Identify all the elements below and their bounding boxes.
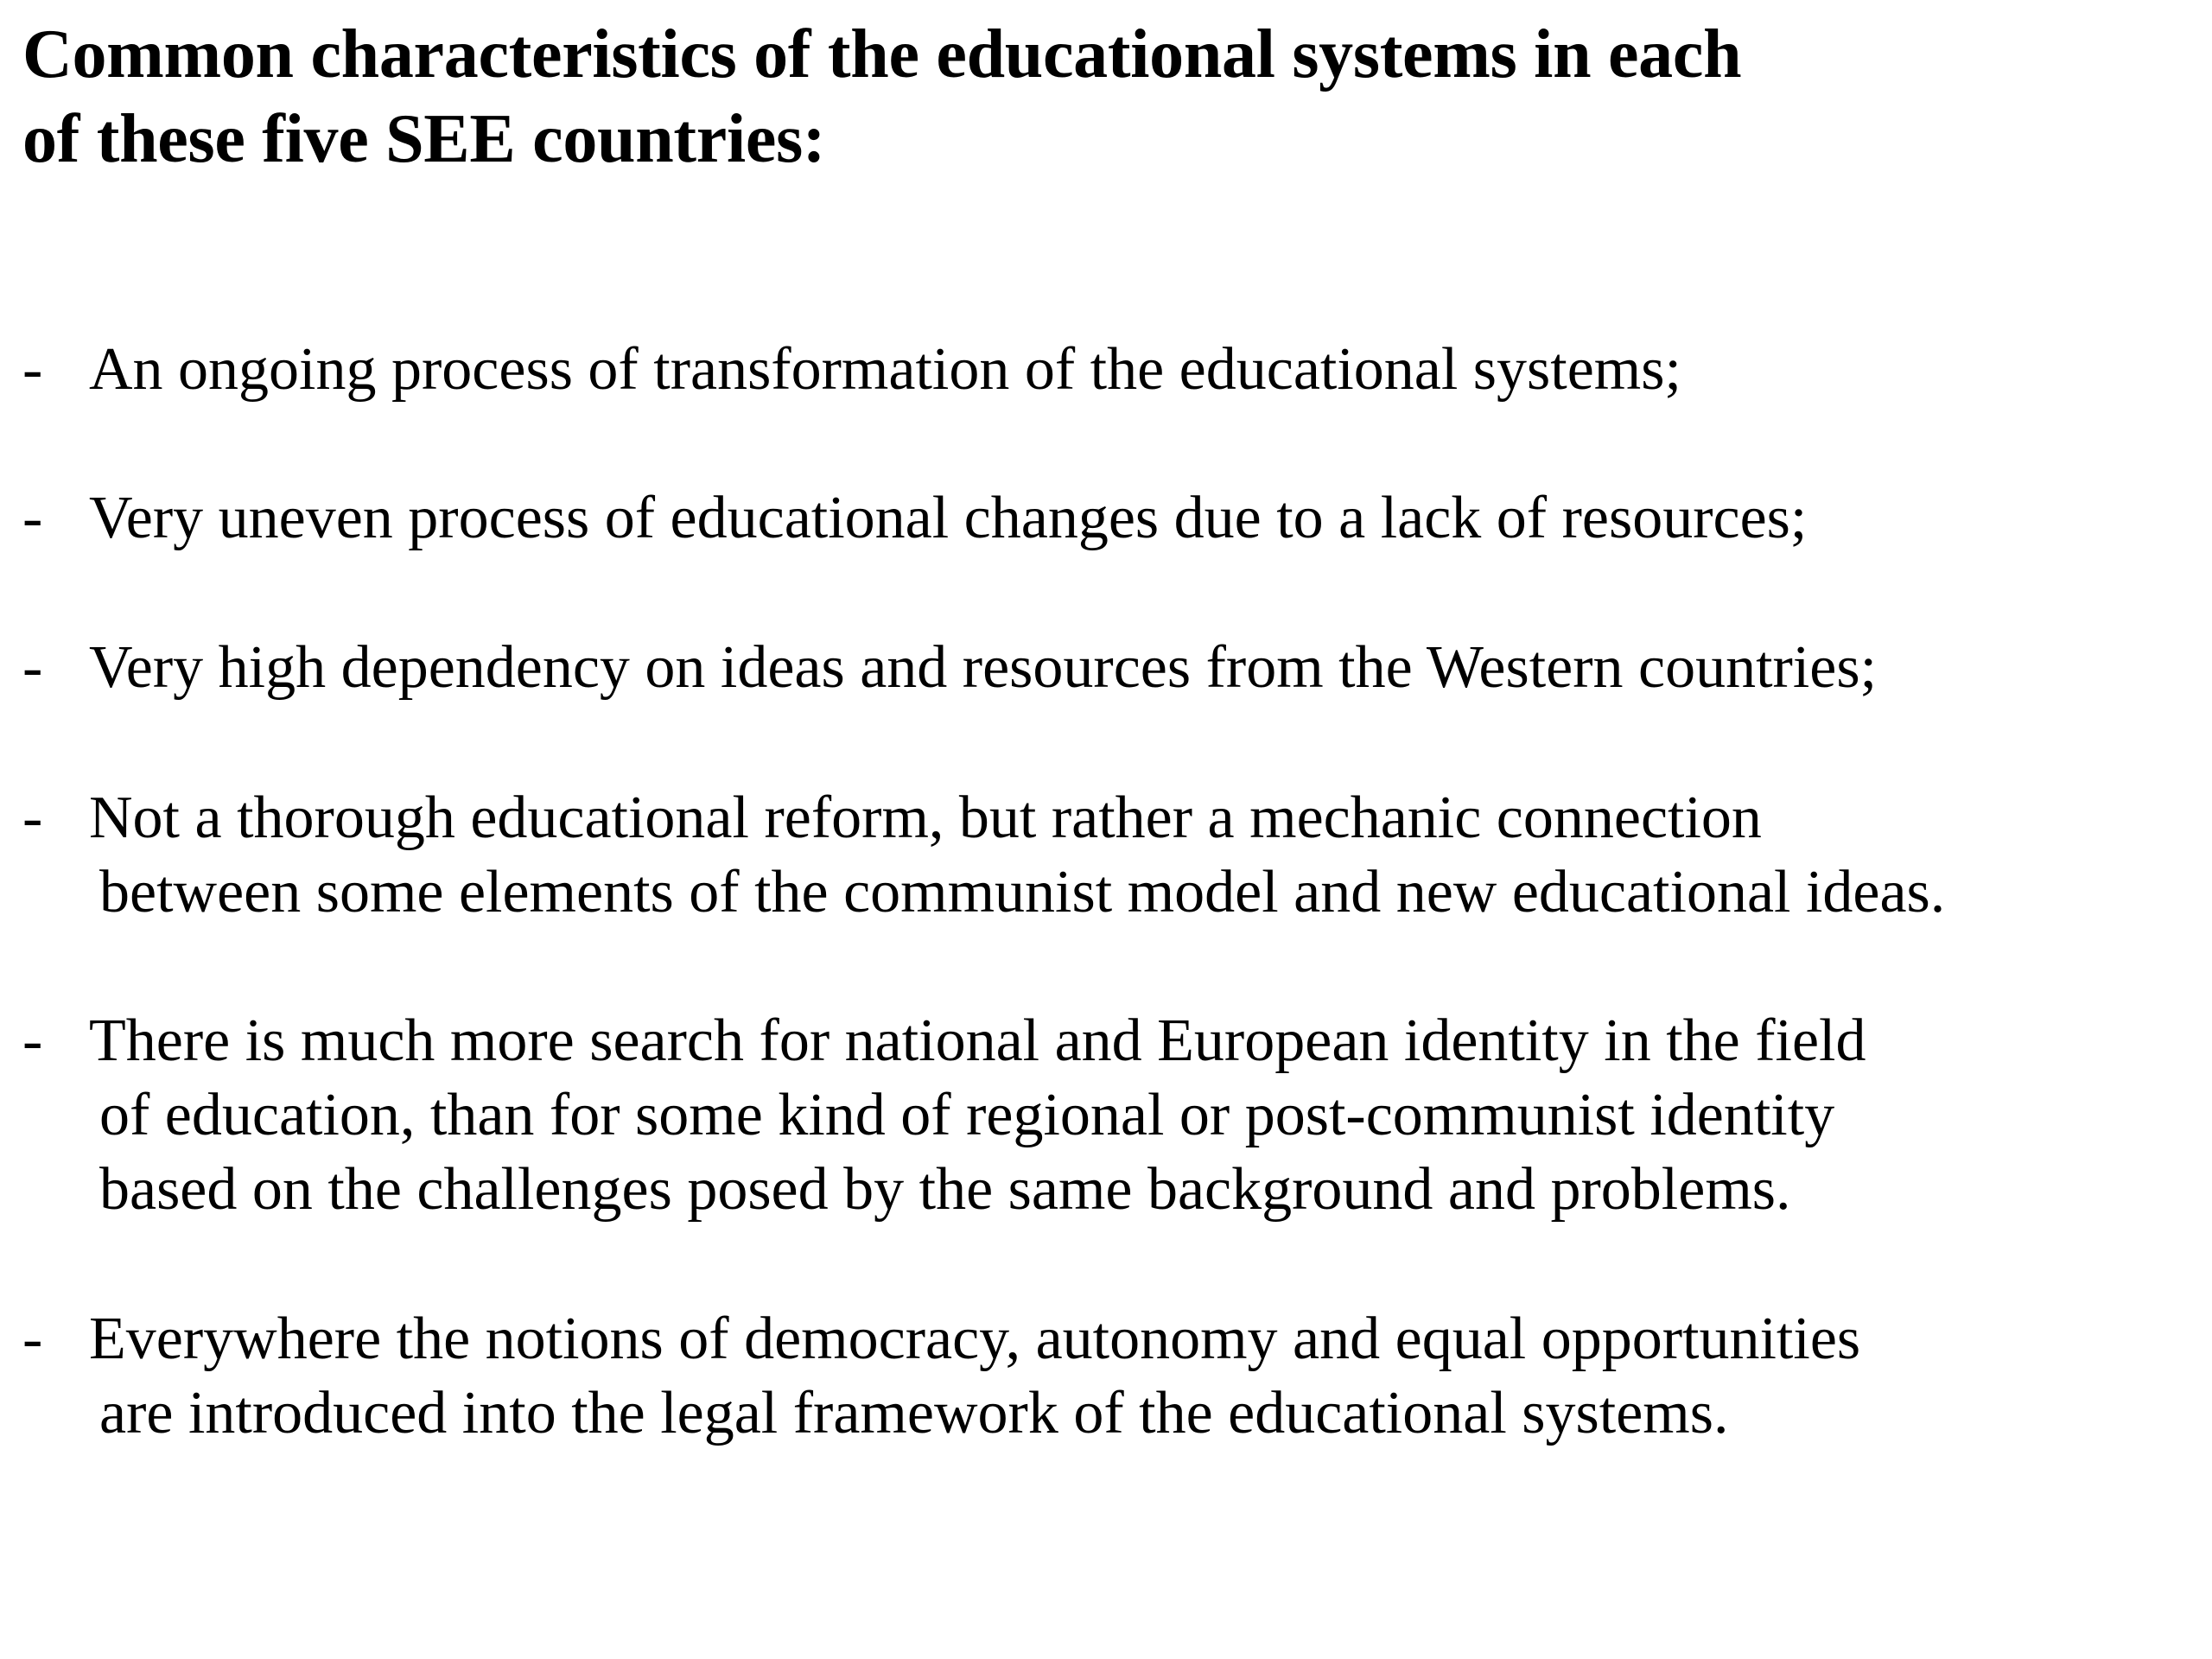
bullet-text: Not a thorough educational reform, but rather a mechanic connection [89,785,1762,851]
bullet-item [0,631,2212,705]
bullet-text: An ongoing process of transformation of the educational systems; [89,336,1681,403]
bullet-dash: - [22,785,43,851]
title-line: of these five SEE countries: [22,101,826,177]
bullet-item [0,481,2212,556]
bullet-text-continued: based on the challenges posed by the same background and problems. [99,1156,1791,1223]
bullet-dash: - [22,634,43,701]
bullet-dash: - [22,336,43,403]
title-line: Common characteristics of the educational systems in each [22,16,1742,92]
bullet-item [0,781,2212,930]
bullet-dash: - [22,1007,43,1074]
bullet-dash: - [22,1306,43,1372]
bullet-text: Very high dependency on ideas and resources from the Western countries; [89,634,1878,701]
bullet-text-continued: of education, than for some kind of regional or post-communist identity [99,1082,1835,1148]
bullet-text-continued: between some elements of the communist model and new educational ideas. [99,859,1946,925]
bullet-item [0,1004,2212,1227]
bullet-text: Very uneven process of educational changes due to a lack of resources; [89,485,1808,551]
bullet-dash: - [22,485,43,551]
bullet-item [0,1302,2212,1451]
bullet-text: Everywhere the notions of democracy, autonomy and equal opportunities [89,1306,1861,1372]
bullet-text-continued: are introduced into the legal framework of the educational systems. [99,1380,1729,1446]
bullet-text: There is much more search for national and European identity in the field [89,1007,1866,1074]
bullet-item [0,333,2212,407]
